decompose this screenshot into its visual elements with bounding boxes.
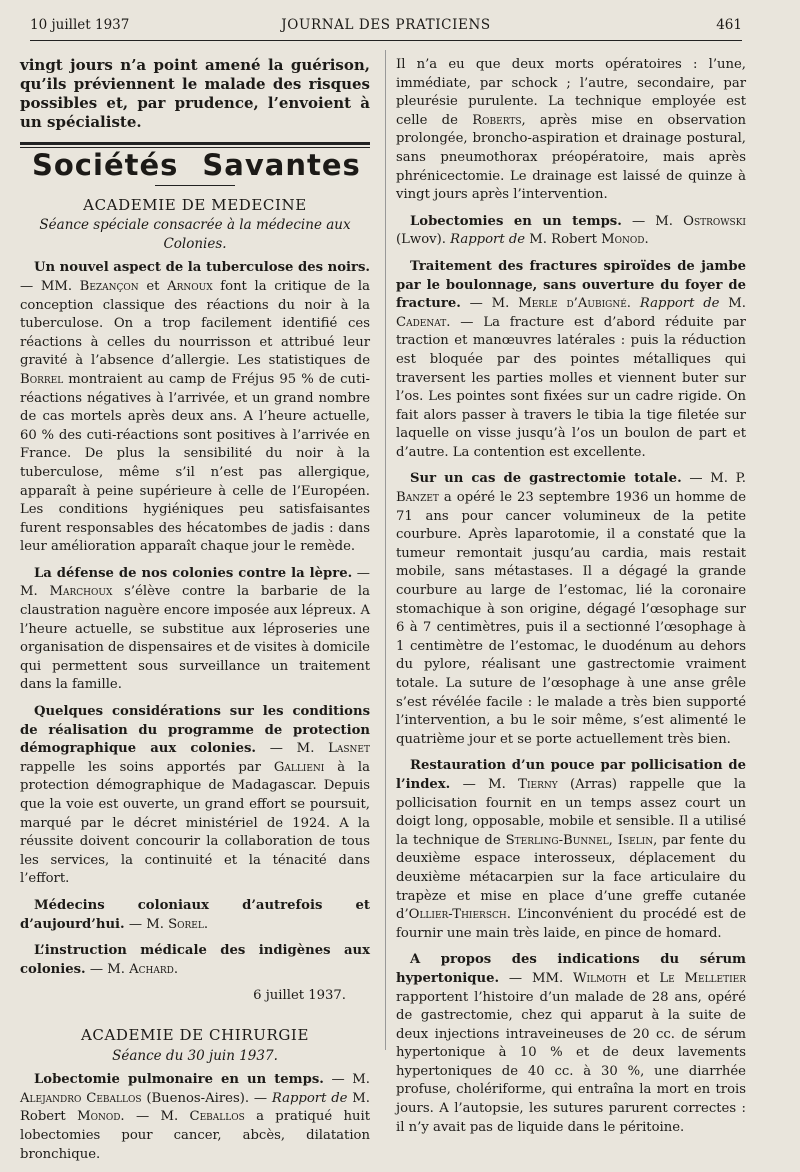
author-name: Lasnet <box>328 741 370 757</box>
author-name: Wilmoth <box>573 970 627 986</box>
author-name: Arnoux <box>167 278 213 294</box>
author-name: Tierny <box>518 776 558 792</box>
journal-title: JOURNAL DES PRATICIENS <box>281 17 491 33</box>
author-name: Iselin <box>617 832 654 848</box>
author-name: Ceballos <box>189 1109 245 1125</box>
session-date: 6 juillet 1937. <box>253 988 346 1004</box>
article-lobectomies: Lobectomies en un temps. — M. Ostrowski (Lwov). Rapport de M. Robert Monod. <box>396 213 746 248</box>
academie-chirurgie-heading: ACADEMIE DE CHIRURGIE <box>80 1025 310 1044</box>
author-name: Bezançon <box>79 278 139 294</box>
author-name: Ostrowski <box>683 213 746 229</box>
author-name: Merle d’Aubigné <box>518 296 627 312</box>
author-name: Marchoux <box>49 584 113 600</box>
article-title: Quelques considérations sur les conditions de réalisation du programme de protection démographique aux colonies. <box>20 704 370 757</box>
left-column <box>20 56 370 1172</box>
author-name: Alejandro Ceballos <box>20 1090 142 1106</box>
author-name: Ollier-Thiersch <box>408 907 507 923</box>
author-name: Achard <box>129 961 174 977</box>
title-underline <box>155 185 235 186</box>
article-fractures-spiroides: Traitement des fractures spiroïdes de jambe par le boulonnage, sans ouverture du foyer de fracture. — M. Merle d’Aubigné. Rapport de M. Cadenat. — La fracture est d’abord réduite par traction et manœuvres latérales : puis la réduction est bloquée par des pointes métalliques qui traversent les parties molles et viennent buter sur l’os. Les pointes sont fixées sur un cadre rigide. On fait alors passer à travers le tibia la tige filetée sur laquelle on visse jusqu’à l’os un boulon de part et d’autre. La contention est excellente. <box>396 258 746 460</box>
article-title: Sur un cas de gastrectomie totale. <box>410 471 682 487</box>
author-name: Monod <box>77 1109 121 1125</box>
section-title-word-1: Sociétés <box>32 148 179 182</box>
article-title: Un nouvel aspect de la tuberculose des noirs. <box>34 260 370 276</box>
article-title: Lobectomie pulmonaire en un temps. <box>34 1072 324 1088</box>
article-protection-demographique: Quelques considérations sur les conditions de réalisation du programme de protection démographique aux colonies. — M. Lasnet rappelle les soins apportés par Gallieni à la protection démographique de Madagascar. Depuis que la voie est ouverte, un grand effort se poursuit, marqué par le décret ministériel de 1924. A la réussite doivent concourir la collaboration de tous les services, la continuité et la ténacité dans l’effort. <box>20 704 371 887</box>
author-name: Gallieni <box>273 759 325 775</box>
article-tuberculose: Un nouvel aspect de la tuberculose des noirs. — MM. Bezançon et Arnoux font la critique de la conception classique des réactions du noir à la tuberculose. On a trop facilement identifié ces réactions à celles du nourrisson et attribué leur gravité à l’absence d’allergie. Les statistiques de Borrel montraient au camp de Fréjus 95 % de cuti-réactions négatives à l’arrivée, et un grand nombre de cas mortels après deux ans. A l’heure actuelle, 60 % des cuti-réactions sont positives à l’arrivée en France. De plus la sensibilité du noir à la tuberculose, même s’il n’est pas allergique, apparaît à peine supérieure à celle de l’Européen. Les conditions hygiéniques peu satisfaisantes furent responsables des hécatombes de jadis : dans leur amélioration apparaît chaque jour le remède. <box>20 260 370 555</box>
article-title: La défense de nos colonies contre la lèpre. <box>34 565 353 581</box>
academie-medecine-heading: ACADEMIE DE MEDECINE <box>83 195 307 214</box>
header-date: 10 juillet 1937 <box>30 17 130 33</box>
author-name: Sorel <box>168 916 204 932</box>
author-name: Roberts <box>472 112 522 128</box>
article-title: L’instruction médicale des indigènes aux colonies. <box>20 943 370 977</box>
article-title: Traitement des fractures spiroïdes de jambe par le boulonnage, sans ouverture du foyer de fracture. <box>396 258 746 312</box>
article-title: Lobectomies en un temps. <box>410 213 622 229</box>
section-title <box>20 148 370 182</box>
continuation-paragraph: Il n’a eu que deux morts opératoires : l’une, immédiate, par schock ; l’autre, secondaire, par pleurésie purulente. La technique employée est celle de Roberts, après mise en observation prolongée, broncho-aspiration et drainage postural, sans pneumothorax préopératoire, mais après phrénicectomie. Le drainage est laissé de quinze à vingt jours après l’intervention. <box>396 57 746 203</box>
author-name: Cadenat <box>396 314 447 330</box>
author-name: Le Melletier <box>659 970 746 986</box>
page-number: 461 <box>716 17 742 33</box>
section-title-word-2: Savantes <box>202 148 361 182</box>
article-title: Médecins coloniaux d’autrefois et d’aujourd’hui. <box>20 897 370 932</box>
article-pollicisation: Restauration d’un pouce par pollicisation de l’index. — M. Tierny (Arras) rappelle que la pollicisation fournit en un temps assez court un doigt long, opposable, mobile et sensible. Il a utilisé la technique de Sterling-Bunnel, Iselin, par fente du deuxième espace interosseux, déplacement du deuxième métacarpien sur la face articulaire du trapèze et mise en place d’une greffe cutanée d’Ollier-Thiersch. L’inconvénient du procédé est de fournir une main très laide, en pince de homard. <box>396 758 747 941</box>
seance-medecine: Séance spéciale consacrée à la médecine aux Colonies. <box>39 217 351 252</box>
author-name: Banzet <box>396 490 439 506</box>
article-instruction-medicale: L’instruction médicale des indigènes aux colonies. — M. Achard. <box>20 943 370 977</box>
lead-paragraph: vingt jours n’a point amené la guérison, qu’ils préviennent le malade des risques possibles et, par prudence, l’envoient à un spécialiste. <box>20 56 370 131</box>
seance-chirurgie: Séance du 30 juin 1937. <box>112 1047 278 1064</box>
author-name: Borrel <box>20 371 64 387</box>
author-name: Monod <box>601 232 645 248</box>
article-medecins-coloniaux: Médecins coloniaux d’autrefois et d’aujourd’hui. — M. Sorel. <box>20 897 370 932</box>
column-divider <box>385 50 386 1050</box>
article-lepre: La défense de nos colonies contre la lèpre. — M. Marchoux s’élève contre la barbarie de la claustration naguère encore imposée aux lépreux. A l’heure actuelle, se substitue aux léproseries une organisation de dispensaires et de visites à domicile qui permettent sous surveillance un traitement dans la famille. <box>20 565 370 693</box>
running-header <box>30 14 742 41</box>
article-gastrectomie: Sur un cas de gastrectomie totale. — M. P. Banzet a opéré le 23 septembre 1936 un homme de 71 ans pour cancer volumineux de la petite courbure. Après laparotomie, il a constaté que la tumeur remontait jusqu’au cardia, mais restait mobile, sans métastases. Il a dégagé la grande courbure au large de l’estomac, lié la coronaire stomachique à son origine, dégagé l’œsophage sur 6 à 7 centimètres, puis il a sectionné l’œsophage à 1 centimètre de l’estomac, le duodénum au dehors du pylore, réalisant une gastrectomie vraiment totale. La suture de l’œsophage à une anse grêle s’est révélée facile : le malade a très bien supporté l’intervention, a bu le soir même, s’est alimenté le quatrième jour et se porte actuellement très bien. <box>396 471 746 747</box>
article-serum-hypertonique: A propos des indications du sérum hypertonique. — MM. Wilmoth et Le Melletier rapportent l’histoire d’un malade de 28 ans, opéré de gastrectomie, chez qui apparut à la suite de deux injections intraveineuses de 20 cc. de sérum hypertonique à 10 % et de deux lavements hypertoniques de 40 cc. à 30 %, une diarrhée profuse, cholériforme, qui entraîna la mort en trois jours. A l’autopsie, les sutures parurent correctes : il n’y avait pas de liquide dans le péritoine. <box>396 952 746 1135</box>
author-name: Sterling-Bunnel <box>505 832 609 848</box>
article-lobectomie-pulmonaire: Lobectomie pulmonaire en un temps. — M. Alejandro Ceballos (Buenos-Aires). — Rapport de M. Robert Monod. — M. Ceballos a pratiqué huit lobectomies pour cancer, abcès, dilatation bronchique. <box>20 1072 371 1162</box>
right-column <box>396 56 746 1145</box>
article-title: Restauration d’un pouce par pollicisation de l’index. <box>396 758 746 792</box>
article-title: A propos des indications du sérum hypertonique. <box>396 952 746 986</box>
